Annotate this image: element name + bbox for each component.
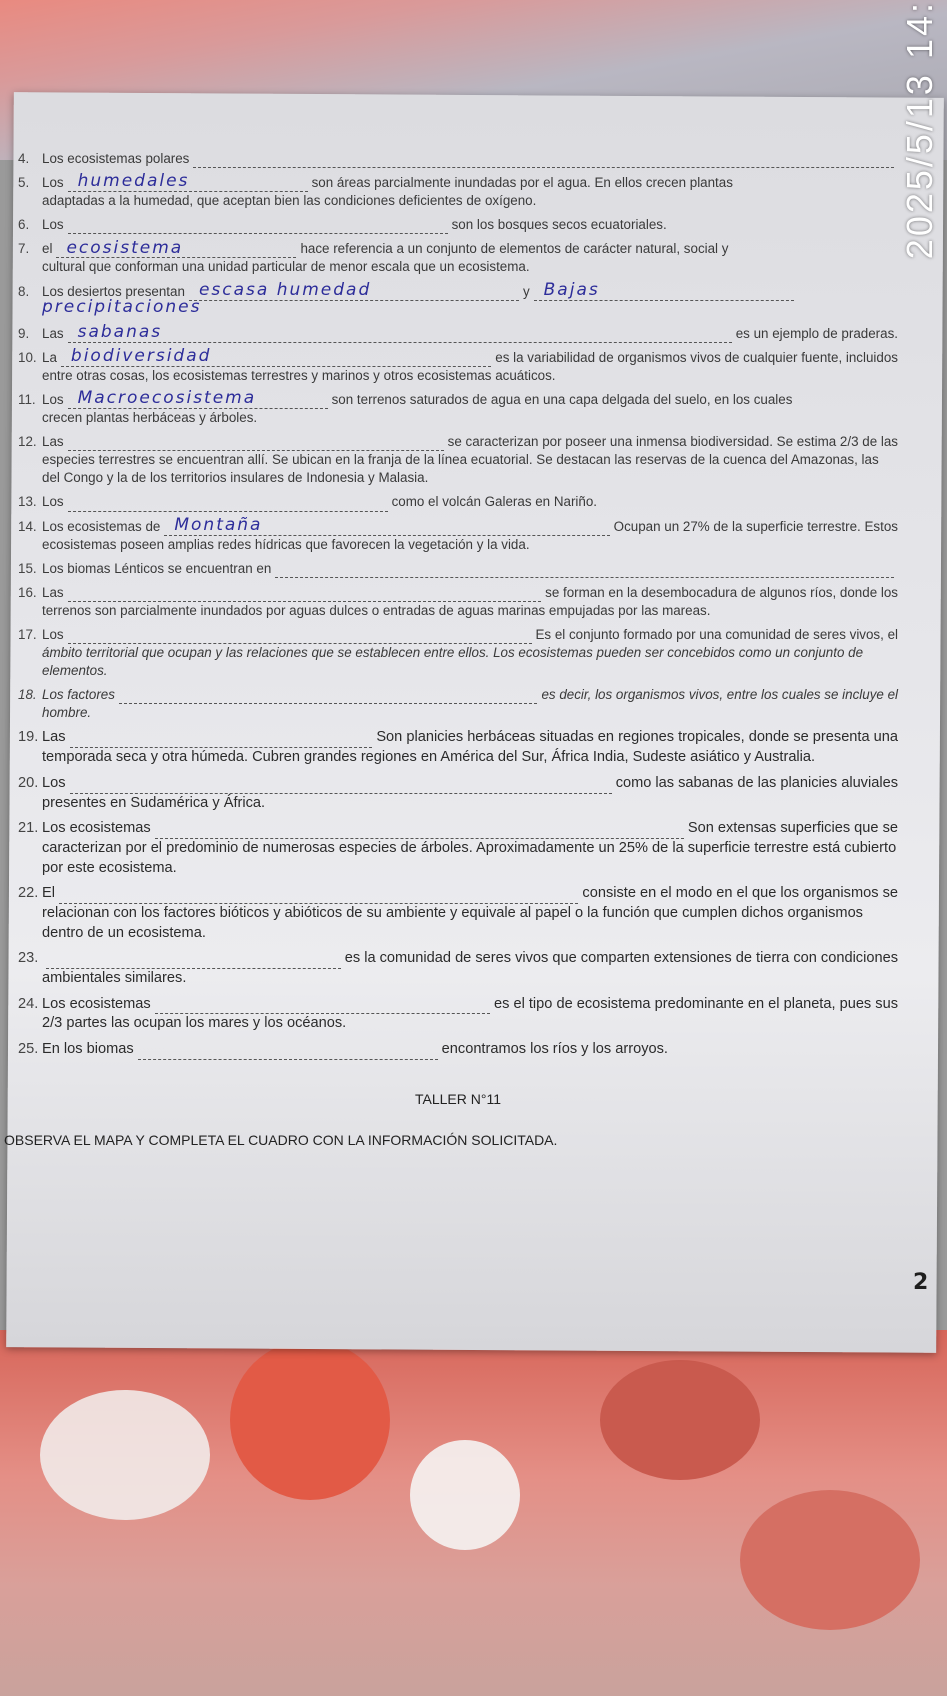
question-text: se forman en la desembocadura de algunos ríos, donde los [545,584,898,600]
question-text: Los ecosistemas de [42,518,161,534]
question-text: consiste en el modo en el que los organismos se [582,885,898,902]
answer-blank[interactable] [68,497,388,512]
question-continuation: ambientales similares. [42,970,187,986]
question-text: Es el conjunto formado por una comunidad de seres vivos, el [535,626,898,642]
question-6 [18,216,898,234]
answer-blank[interactable] [70,779,612,794]
question-text: Las [42,325,64,341]
answer-blank[interactable] [68,436,444,451]
question-15 [18,560,898,578]
handwritten-answer: precipitaciones [42,296,202,317]
question-25 [18,1040,898,1060]
question-text: Las [42,434,64,450]
handwritten-answer: ecosistema [66,237,184,258]
question-11 [18,388,898,427]
question-number: 5. [18,175,30,191]
question-continuation: terrenos son parcialmente inundados por aguas dulces o entradas de aguas marinas empujadas por las mareas. [42,602,711,618]
question-9 [18,321,898,343]
handwritten-answer: Macroecosistema [77,388,257,409]
question-text: Los [42,217,64,233]
question-text: Son planicies herbáceas situadas en regiones tropicales, donde se presenta una [376,729,898,746]
question-text: Los ecosistemas [42,820,151,837]
question-number: 10. [18,349,37,365]
question-text: como el volcán Galeras en Nariño. [391,494,598,510]
question-number: 17. [18,626,37,642]
question-18 [18,686,898,722]
section-title: TALLER N°11 [414,1090,501,1107]
handwritten-answer: sabanas [77,321,163,342]
handwritten-answer: humedales [77,171,190,192]
question-8 [18,279,898,319]
question-19 [18,728,898,767]
answer-blank[interactable] [534,279,794,301]
question-continuation: ámbito territorial que ocupan y las relaciones que se establecen entre ellos. Los ecosistemas pueden ser concebidos como un conjunto de elementos. [42,645,864,679]
question-number: 25. [18,1041,39,1058]
handwritten-answer: biodiversidad [70,345,212,366]
question-continuation: hombre. [42,705,92,721]
question-number: 20. [18,774,39,791]
question-13 [18,493,898,511]
question-number: 16. [18,584,37,600]
question-text: La [42,349,57,365]
question-text: Los [42,391,64,407]
answer-blank[interactable] [193,153,894,168]
section-instruction: OBSERVA EL MAPA Y COMPLETA EL CUADRO CON LA INFORMACIÓN SOLICITADA. [4,1131,558,1148]
question-number: 7. [18,241,30,257]
question-number: 24. [18,995,39,1012]
answer-blank[interactable] [61,345,491,367]
answer-blank[interactable] [164,514,609,536]
question-text: Las [42,729,66,746]
question-text: Los desiertos presentan [42,283,185,299]
question-12 [18,433,898,487]
question-text: El [42,885,55,902]
question-text: Son extensas superficies que se [687,820,898,837]
question-number: 8. [18,283,30,299]
question-text: es un ejemplo de praderas. [735,325,898,341]
photo-timestamp: 2025/5/13 14: [899,0,940,260]
answer-blank[interactable] [189,279,519,301]
question-number: 6. [18,217,30,233]
question-21 [18,819,898,878]
answer-blank[interactable] [119,689,538,704]
answer-blank[interactable] [138,1045,438,1060]
fabric-flower [600,1360,760,1480]
question-number: 13. [18,494,37,510]
question-text: es el tipo de ecosistema predominante en el planeta, pues sus [493,995,898,1012]
question-text: Los ecosistemas polares [42,151,190,166]
answer-blank[interactable] [68,388,328,409]
question-number: 4. [18,151,30,166]
question-number: 18. [18,687,37,703]
question-text: son áreas parcialmente inundadas por el agua. En ellos crecen plantas [311,175,733,191]
question-text: Ocupan un 27% de la superficie terrestre. Estos [613,518,898,534]
question-continuation: entre otras cosas, los ecosistemas terrestres y marinos y otros ecosistemas acuáticos. [42,367,556,383]
question-14 [18,514,898,554]
answer-blank[interactable] [68,219,448,234]
question-number: 19. [18,729,39,746]
question-number: 22. [18,885,39,902]
question-text: son terrenos saturados de agua en una capa delgada del suelo, en los cuales [331,391,793,407]
question-text: encontramos los ríos y los arroyos. [441,1041,668,1058]
question-7 [18,237,898,276]
fabric-flower [410,1440,520,1550]
question-text: Los [42,494,64,510]
question-text: hace referencia a un conjunto de elementos de carácter natural, social y [300,241,729,257]
question-continuation: crecen plantas herbáceas y árboles. [42,410,258,426]
question-continuation: temporada seca y otra húmeda. Cubren grandes regiones en América del Sur, África India, Sudeste asiático y Australia. [42,749,816,766]
question-text: Las [42,584,64,600]
question-24 [18,995,898,1034]
question-text: Los [42,175,64,191]
answer-blank[interactable] [275,563,894,578]
question-continuation: cultural que conforman una unidad particular de menor escala que un ecosistema. [42,259,530,275]
question-text: son los bosques secos ecuatoriales. [451,217,667,233]
question-text: es la variabilidad de organismos vivos de cualquier fuente, incluidos [495,349,898,365]
question-text: y [522,283,530,299]
answer-blank[interactable] [46,954,341,969]
question-10 [18,345,898,385]
question-number: 15. [18,560,37,576]
worksheet-content [4,150,898,1150]
question-text: Los biomas Lénticos se encuentran en [42,560,272,576]
question-text: el [42,241,53,257]
question-text: En los biomas [42,1041,134,1058]
answer-blank[interactable] [70,733,373,748]
question-text: es la comunidad de seres vivos que comparten extensiones de tierra con condiciones [344,950,898,967]
background-fabric [0,1330,947,1696]
question-continuation: relacionan con los factores bióticos y abióticos de su ambiente y equivale al papel o la función que cumplen dichos organismos dentro de un ecosistema. [42,904,863,941]
question-text: como las sabanas de las planicies aluviales [615,774,898,791]
question-17 [18,626,898,680]
question-continuation: 2/3 partes las ocupan los mares y los océanos. [42,1015,347,1032]
question-20 [18,774,898,813]
fabric-flower [230,1340,390,1500]
question-text: Los ecosistemas [42,995,151,1012]
question-continuation: presentes en Sudamérica y África. [42,794,266,811]
question-continuation: especies terrestres se encuentran allí. Se ubican en la franja de la línea ecuatorial. Se destacan las reservas de la cuenca del Amazonas, las del Congo y la de los territorios insulares de Indonesia y Malasia. [42,452,879,486]
question-text: Los [42,626,64,642]
answer-blank[interactable] [56,237,296,258]
question-4 [18,150,898,168]
question-number: 14. [18,518,37,534]
handwritten-answer: escasa humedad [198,279,372,300]
question-number: 12. [18,434,37,450]
question-continuation: adaptadas a la humedad, que aceptan bien las condiciones deficientes de oxígeno. [42,193,537,209]
question-number: 23. [18,950,39,967]
handwritten-answer: Bajas [543,279,600,300]
question-continuation: caracterizan por el predominio de numerosas especies de árboles. Aproximadamente un 25% de la superficie terrestre está cubierto por este ecosistema. [42,839,897,876]
question-23 [18,949,898,988]
question-22 [18,884,898,943]
question-text: se caracterizan por poseer una inmensa biodiversidad. Se estima 2/3 de las [447,434,898,450]
question-number: 11. [18,391,36,407]
question-number: 21. [18,820,39,837]
question-16 [18,584,898,620]
answer-blank[interactable] [68,321,732,343]
question-continuation: ecosistemas poseen amplias redes hídricas que favorecen la vegetación y la vida. [42,536,530,552]
question-text: es decir, los organismos vivos, entre los cuales se incluye el [541,687,898,703]
question-continuation [18,296,898,319]
question-text: Los [42,774,66,791]
answer-blank[interactable] [59,889,578,904]
fabric-flower [40,1390,210,1520]
answer-blank[interactable] [68,587,542,602]
question-text: Los factores [42,687,115,703]
question-5 [18,171,898,210]
page-number: 2 [913,1270,929,1295]
fabric-flower [740,1490,920,1630]
handwritten-answer: Montaña [174,514,263,535]
answer-blank[interactable] [68,629,532,644]
question-number: 9. [18,325,30,341]
answer-blank[interactable] [155,824,684,839]
answer-blank[interactable] [155,999,490,1014]
answer-blank[interactable] [68,171,308,192]
